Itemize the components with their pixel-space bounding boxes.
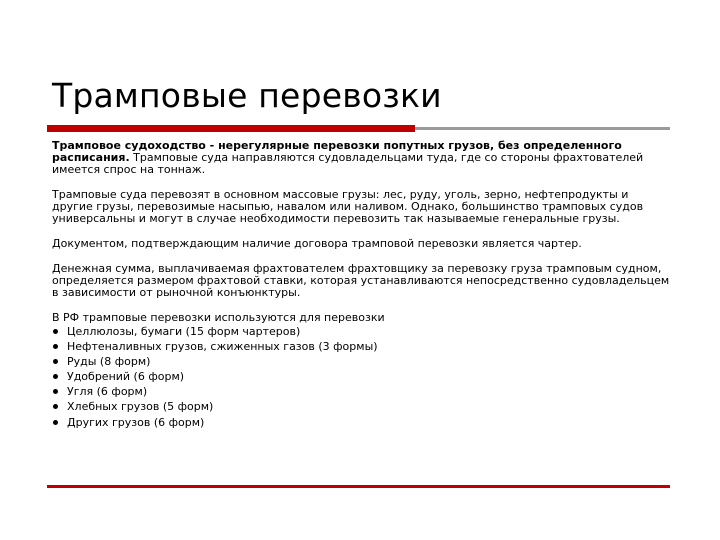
bullet-icon xyxy=(53,374,58,379)
slide-body xyxy=(52,140,672,430)
list-item xyxy=(52,399,672,414)
list-item-text: Руды (8 форм) xyxy=(67,355,151,369)
list-item-text: Удобрений (6 форм) xyxy=(67,370,185,384)
title-underline-red xyxy=(47,125,415,132)
paragraph-charter: Документом, подтверждающим наличие договора трамповой перевозки является чартер. xyxy=(52,237,582,250)
charter-list-block xyxy=(52,312,672,430)
bullet-icon xyxy=(53,389,58,394)
paragraph-definition xyxy=(52,140,672,176)
list-item xyxy=(52,354,672,369)
bullet-icon xyxy=(53,404,58,409)
list-item xyxy=(52,415,672,430)
list-item xyxy=(52,384,672,399)
list-item-text: Других грузов (6 форм) xyxy=(67,415,205,429)
charter-list xyxy=(52,324,672,430)
paragraph-freight: Денежная сумма, выплачиваемая фрахтователем фрахтовщику за перевозку груза трамповым судном, определяется размером фрахтовой ставки, которая устанавливаются непосредственно судовладельцем в зависимости от рыночной конъюнктуры. xyxy=(52,262,670,299)
bullet-icon xyxy=(53,329,58,334)
paragraph-cargo: Трамповые суда перевозят в основном массовые грузы: лес, руду, уголь, зерно, нефтепродукты и другие грузы, перевозимые насыпью, навалом или наливом. Однако, большинство трамповых судов универсальны и могут в случае необходимости перевозить так называемые генеральные грузы. xyxy=(52,188,644,225)
list-item-text: Угля (6 форм) xyxy=(67,385,148,399)
definition-bold: Трамповое судоходство - нерегулярные перевозки попутных грузов, без определенного расписания. xyxy=(52,139,622,164)
definition-text: Трамповые суда направляются судовладельцами туда, где со стороны фрахтователей имеется спрос на тоннаж. xyxy=(52,151,644,176)
list-intro: В РФ трамповые перевозки используются для перевозки xyxy=(52,311,385,324)
list-item-text: Хлебных грузов (5 форм) xyxy=(67,400,214,414)
list-item xyxy=(52,339,672,354)
bullet-icon xyxy=(53,359,58,364)
list-item-text: Целлюлозы, бумаги (15 форм чартеров) xyxy=(67,325,301,338)
list-item xyxy=(52,369,672,384)
bullet-icon xyxy=(53,344,58,349)
list-item xyxy=(52,324,672,339)
bullet-icon xyxy=(53,420,58,425)
title-underline-gray xyxy=(415,127,670,130)
footer-rule xyxy=(47,485,670,488)
title-underline xyxy=(47,125,670,132)
slide-title: Трамповые перевозки xyxy=(52,76,442,115)
list-item-text: Нефтеналивных грузов, сжиженных газов (3 формы) xyxy=(67,340,378,354)
